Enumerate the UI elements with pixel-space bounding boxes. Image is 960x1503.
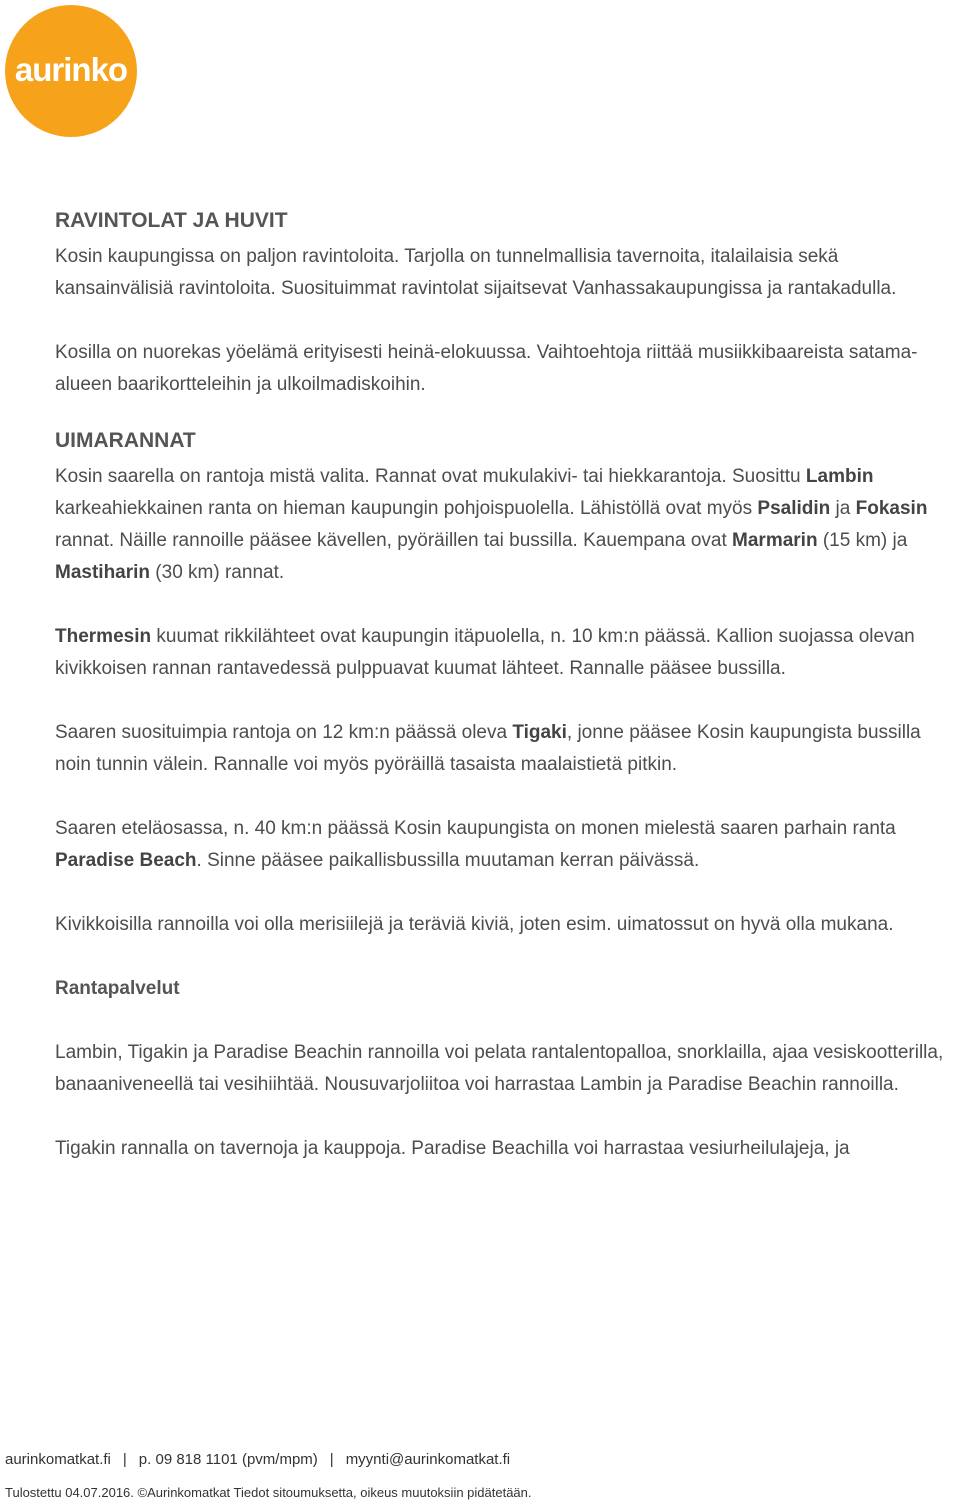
article-body (55, 205, 945, 1165)
footer-separator: | (122, 1451, 127, 1468)
text-run: ja (830, 498, 856, 519)
services-paragraph-1: Lambin, Tigakin ja Paradise Beachin rannoilla voi pelata rantalentopalloa, snorklailla, ajaa vesiskootterilla, banaaniveneellä tai vesihiihtää. Nousuvarjoliitoa voi harrastaa Lambin ja Paradise Beachin rannoilla. (55, 1042, 944, 1095)
beaches-heading: UIMARANNAT (55, 429, 196, 452)
beach-name-mastihari: Mastiharin (55, 562, 151, 583)
footer-separator: | (329, 1451, 334, 1468)
text-run: Saaren eteläosassa, n. 40 km:n päässä Kosin kaupungista on monen mielestä saaren parhain ranta (55, 818, 896, 839)
text-run: , jonne pääsee Kosin kaupungista bussilla noin tunnin välein. Rannalle voi myös pyöräillä tasaista maalaistietä pitkin. (55, 722, 921, 775)
beaches-paragraph-4 (55, 813, 945, 877)
beach-name-marmari: Marmarin (732, 530, 818, 551)
footer-website-link[interactable]: aurinkomatkat.fi (5, 1451, 111, 1468)
restaurants-heading: RAVINTOLAT JA HUVIT (55, 209, 288, 232)
place-name-thermes: Thermesin (55, 626, 152, 647)
beach-name-paradise-beach: Paradise Beach (55, 850, 197, 871)
beach-name-fokasi: Fokasin (855, 498, 928, 519)
text-run: karkeahiekkainen ranta on hieman kaupungin pohjoispuolella. Lähistöllä ovat myös (55, 498, 758, 519)
footer-email-link[interactable]: myynti@aurinkomatkat.fi (345, 1451, 511, 1468)
logo-text: aurinko (14, 51, 128, 88)
text-run: kuumat rikkilähteet ovat kaupungin itäpuolella, n. 10 km:n päässä. Kallion suojassa olevan kivikkoisen rannan rantavedessä pulppuavat kuumat lähteet. Rannalle pääsee bussilla. (55, 626, 915, 679)
restaurants-paragraph-1: Kosin kaupungissa on paljon ravintoloita. Tarjolla on tunnelmallisia tavernoita, italailaisia sekä kansainvälisiä ravintoloita. Suosituimmat ravintolat sijaitsevat Vanhassakaupungissa ja rantakadulla. (55, 246, 897, 299)
restaurants-paragraph-2: Kosilla on nuorekas yöelämä erityisesti heinä-elokuussa. Vaihtoehtoja riittää musiikkibaareista satama-alueen baarikortteleihin ja ulkoilmadiskoihin. (55, 342, 918, 395)
beaches-paragraph-2 (55, 621, 945, 685)
text-run: (15 km) ja (817, 530, 908, 551)
beaches-paragraph-1 (55, 461, 945, 589)
text-run: . Sinne pääsee paikallisbussilla muutaman kerran päivässä. (196, 850, 700, 871)
footer-legal: Tulostettu 04.07.2016. ©Aurinkomatkat Tiedot sitoumuksetta, oikeus muutoksiin pidätetään. (5, 1485, 532, 1500)
text-run: Saaren suosituimpia rantoja on 12 km:n päässä oleva (55, 722, 513, 743)
beach-name-psalidi: Psalidin (757, 498, 831, 519)
beach-name-tigaki: Tigaki (512, 722, 567, 743)
footer-phone: p. 09 818 1101 (pvm/mpm) (138, 1451, 318, 1468)
beach-name-lambi: Lambin (805, 466, 874, 487)
aurinko-logo-mark (5, 5, 137, 137)
text-run: (30 km) rannat. (150, 562, 285, 583)
beaches-paragraph-5: Kivikkoisilla rannoilla voi olla merisiilejä ja teräviä kiviä, joten esim. uimatossut on hyvä olla mukana. (55, 914, 894, 935)
footer-contact (5, 1451, 955, 1468)
aurinko-logo (5, 5, 137, 137)
text-run: Kosin saarella on rantoja mistä valita. Rannat ovat mukulakivi- tai hiekkarantoja. Suosittu (55, 466, 806, 487)
beach-services-heading: Rantapalvelut (55, 978, 180, 999)
text-run: rannat. Näille rannoille pääsee kävellen, pyöräillen tai bussilla. Kauempana ovat (55, 530, 733, 551)
beaches-paragraph-3 (55, 717, 945, 781)
services-paragraph-2: Tigakin rannalla on tavernoja ja kauppoja. Paradise Beachilla voi harrastaa vesiurheilulajeja, ja (55, 1138, 850, 1159)
